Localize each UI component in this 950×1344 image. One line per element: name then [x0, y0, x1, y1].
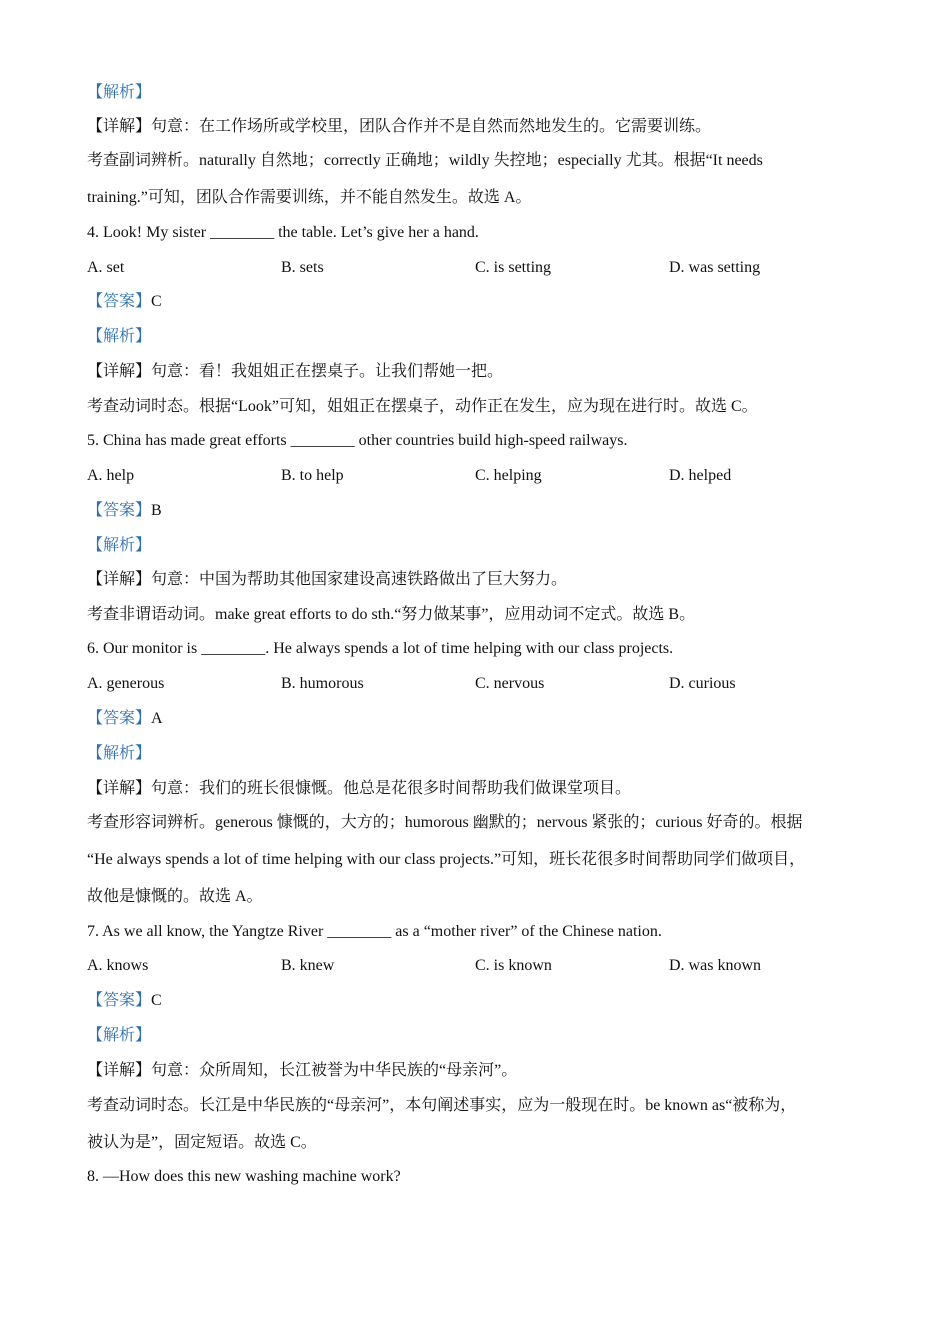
- detail-explanation: 【详解】句意：在工作场所或学校里，团队合作并不是自然而然地发生的。它需要训练。: [87, 118, 712, 135]
- question-4: 4. Look! My sister ________ the table. Let’s give her a hand.: [87, 224, 479, 241]
- explanation-text: “He always spends a lot of time helping with our class projects.”可知，班长花很多时间帮助同学们做项目，: [87, 851, 806, 868]
- analysis-label: 【解析】: [87, 745, 152, 762]
- explanation-text: 考查形容词辨析。generous 慷慨的，大方的；humorous 幽默的；nervous 紧张的；curious 好奇的。根据: [87, 814, 803, 831]
- explanation-text: 考查非谓语动词。make great efforts to do sth.“努力做某事”，应用动词不定式。故选 B。: [87, 606, 696, 623]
- question-4-options: [87, 258, 863, 278]
- option-b: B. to help: [281, 467, 344, 484]
- option-a: A. help: [87, 467, 135, 484]
- option-a: A. generous: [87, 675, 165, 692]
- question-7-options: [87, 956, 863, 976]
- question-8: 8. —How does this new washing machine work?: [87, 1168, 401, 1185]
- answer-value: C: [151, 293, 162, 310]
- option-b: B. humorous: [281, 675, 364, 692]
- option-d: D. was setting: [669, 259, 761, 276]
- option-d: D. was known: [669, 957, 761, 974]
- option-c: C. helping: [475, 467, 542, 484]
- option-d: D. curious: [669, 675, 736, 692]
- option-a: A. knows: [87, 957, 149, 974]
- explanation-text: 被认为是”，固定短语。故选 C。: [87, 1134, 317, 1151]
- analysis-label: 【解析】: [87, 1027, 152, 1044]
- question-5-options: [87, 466, 863, 486]
- answer-label: 【答案】: [87, 992, 152, 1009]
- option-c: C. is setting: [475, 259, 552, 276]
- answer-value: C: [151, 992, 162, 1009]
- answer-line: [87, 292, 162, 312]
- option-d: D. helped: [669, 467, 732, 484]
- question-7: 7. As we all know, the Yangtze River ________ as a “mother river” of the Chinese nation.: [87, 923, 662, 940]
- detail-explanation: 【详解】句意：中国为帮助其他国家建设高速铁路做出了巨大努力。: [87, 571, 568, 588]
- answer-label: 【答案】: [87, 710, 152, 727]
- answer-value: B: [151, 502, 162, 519]
- question-6-options: [87, 674, 863, 694]
- explanation-text: 考查副词辨析。naturally 自然地；correctly 正确地；wildly 失控地；especially 尤其。根据“It needs: [87, 152, 763, 169]
- option-c: C. nervous: [475, 675, 545, 692]
- explanation-text: 考查动词时态。根据“Look”可知，姐姐正在摆桌子，动作正在发生，应为现在进行时。故选 C。: [87, 398, 758, 415]
- detail-explanation: 【详解】句意：我们的班长很慷慨。他总是花很多时间帮助我们做课堂项目。: [87, 780, 632, 797]
- option-b: B. sets: [281, 259, 324, 276]
- option-c: C. is known: [475, 957, 552, 974]
- analysis-label: 【解析】: [87, 328, 152, 345]
- option-a: A. set: [87, 259, 125, 276]
- analysis-label: 【解析】: [87, 84, 152, 101]
- answer-line: [87, 501, 162, 521]
- explanation-text: training.”可知，团队合作需要训练，并不能自然发生。故选 A。: [87, 189, 532, 206]
- answer-line: [87, 991, 162, 1011]
- answer-label: 【答案】: [87, 293, 152, 310]
- option-b: B. knew: [281, 957, 335, 974]
- answer-label: 【答案】: [87, 502, 152, 519]
- answer-value: A: [151, 710, 163, 727]
- analysis-label: 【解析】: [87, 537, 152, 554]
- explanation-text: 考查动词时态。长江是中华民族的“母亲河”，本句阐述事实，应为一般现在时。be known as“被称为，: [87, 1097, 797, 1114]
- answer-line: [87, 709, 163, 729]
- detail-explanation: 【详解】句意：看！我姐姐正在摆桌子。让我们帮她一把。: [87, 363, 504, 380]
- explanation-text: 故他是慷慨的。故选 A。: [87, 888, 263, 905]
- detail-explanation: 【详解】句意：众所周知，长江被誉为中华民族的“母亲河”。: [87, 1062, 518, 1079]
- question-6: 6. Our monitor is ________. He always spends a lot of time helping with our class projects.: [87, 640, 674, 657]
- question-5: 5. China has made great efforts ________ other countries build high-speed railways.: [87, 432, 628, 449]
